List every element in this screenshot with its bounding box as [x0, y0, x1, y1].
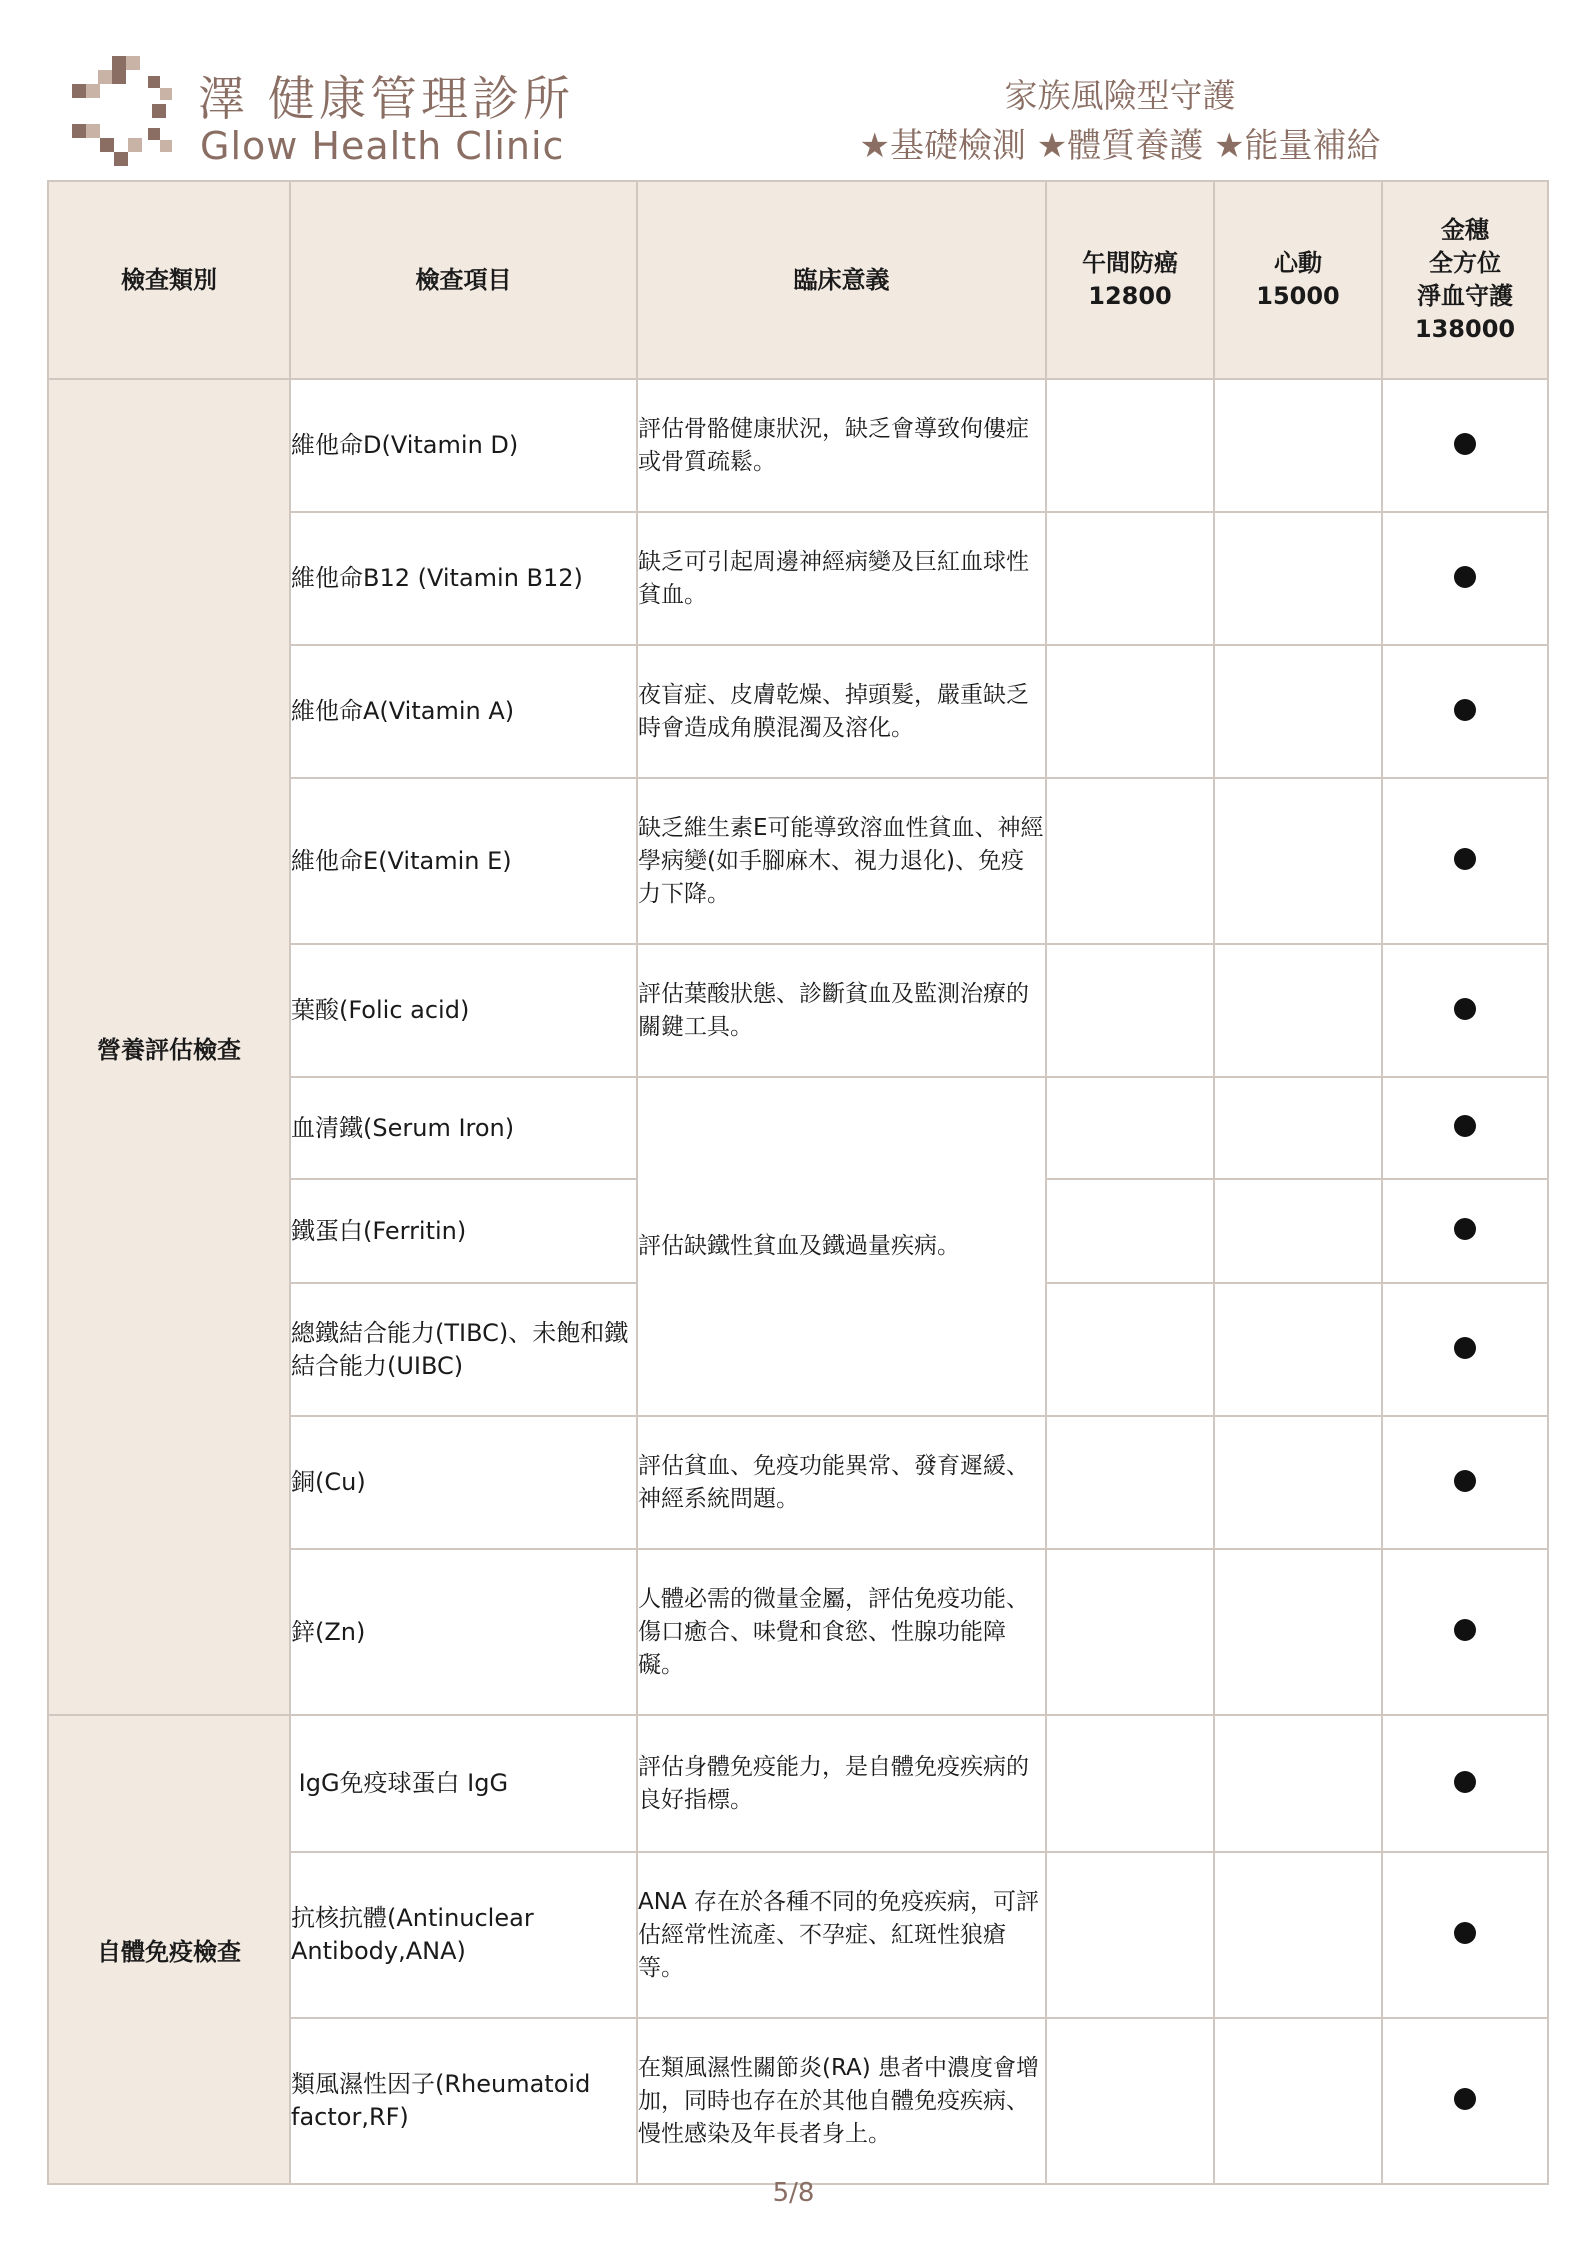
clinical-cell: ANA 存在於各種不同的免疫疾病，可評估經常性流產、不孕症、紅斑性狼瘡等。 — [637, 1852, 1046, 2018]
plan2-cell — [1214, 778, 1382, 944]
plan3-cell — [1382, 1852, 1548, 2018]
plan2-cell — [1214, 2018, 1382, 2184]
item-cell: 鋅(Zn) — [290, 1549, 637, 1715]
item-cell: 鐵蛋白(Ferritin) — [290, 1179, 637, 1283]
included-dot-icon — [1454, 1218, 1476, 1240]
clinical-cell: 評估貧血、免疫功能異常、發育遲緩、神經系統問題。 — [637, 1416, 1046, 1549]
plan1-cell — [1046, 2018, 1214, 2184]
col-plan1-header: 午間防癌 12800 — [1046, 181, 1214, 379]
plan2-cell — [1214, 1077, 1382, 1179]
category-nutrition: 營養評估檢查 — [48, 379, 290, 1715]
table-header-row — [48, 181, 1548, 379]
clinical-cell: 夜盲症、皮膚乾燥、掉頭髮，嚴重缺乏時會造成角膜混濁及溶化。 — [637, 645, 1046, 778]
plan2-cell — [1214, 645, 1382, 778]
plan3-cell — [1382, 1077, 1548, 1179]
plan1-cell — [1046, 512, 1214, 645]
clinical-cell: 缺乏維生素E可能導致溶血性貧血、神經學病變(如手腳麻木、視力退化)、免疫力下降。 — [637, 778, 1046, 944]
plan2-cell — [1214, 944, 1382, 1077]
item-cell: IgG免疫球蛋白 IgG — [290, 1715, 637, 1852]
plan2-cell — [1214, 1852, 1382, 2018]
col-plan3-header: 金穗 全方位 淨血守護 138000 — [1382, 181, 1548, 379]
package-subtitle: 家族風險型守護 — [1004, 76, 1236, 115]
clinical-cell: 評估骨骼健康狀況，缺乏會導致佝僂症或骨質疏鬆。 — [637, 379, 1046, 512]
col-category-header: 檢查類別 — [48, 181, 290, 379]
exam-table — [47, 180, 1549, 2185]
plan2-cell — [1214, 512, 1382, 645]
plan2-cell — [1214, 1549, 1382, 1715]
item-cell: 抗核抗體(Antinuclear Antibody,ANA) — [290, 1852, 637, 2018]
clinical-cell: 評估缺鐵性貧血及鐵過量疾病。 — [637, 1077, 1046, 1416]
clinical-cell: 評估身體免疫能力，是自體免疫疾病的良好指標。 — [637, 1715, 1046, 1852]
clinic-name-en: Glow Health Clinic — [200, 124, 565, 168]
item-cell: 血清鐵(Serum Iron) — [290, 1077, 637, 1179]
plan1-cell — [1046, 1179, 1214, 1283]
plan3-cell — [1382, 1283, 1548, 1416]
clinic-logo-icon — [72, 56, 182, 176]
item-cell: 類風濕性因子(Rheumatoid factor,RF) — [290, 2018, 637, 2184]
item-cell: 維他命B12 (Vitamin B12) — [290, 512, 637, 645]
package-tagline: ★基礎檢測 ★體質養護 ★能量補給 — [859, 126, 1381, 166]
table-row — [48, 379, 1548, 512]
plan3-cell — [1382, 645, 1548, 778]
page-header — [0, 0, 1587, 180]
item-cell: 維他命D(Vitamin D) — [290, 379, 637, 512]
included-dot-icon — [1454, 1115, 1476, 1137]
plan2-cell — [1214, 379, 1382, 512]
included-dot-icon — [1454, 848, 1476, 870]
plan3-cell — [1382, 1549, 1548, 1715]
included-dot-icon — [1454, 1619, 1476, 1641]
plan1-cell — [1046, 1852, 1214, 2018]
page-number: 5/8 — [772, 2178, 815, 2208]
plan1-cell — [1046, 379, 1214, 512]
plan2-cell — [1214, 1179, 1382, 1283]
plan3-cell — [1382, 379, 1548, 512]
included-dot-icon — [1454, 1922, 1476, 1944]
included-dot-icon — [1454, 699, 1476, 721]
clinical-cell: 在類風濕性關節炎(RA) 患者中濃度會增加，同時也存在於其他自體免疫疾病、慢性感染及年長者身上。 — [637, 2018, 1046, 2184]
item-cell: 總鐵結合能力(TIBC)、未飽和鐵結合能力(UIBC) — [290, 1283, 637, 1416]
clinical-cell: 缺乏可引起周邊神經病變及巨紅血球性貧血。 — [637, 512, 1046, 645]
item-cell: 銅(Cu) — [290, 1416, 637, 1549]
plan2-cell — [1214, 1416, 1382, 1549]
plan2-cell — [1214, 1283, 1382, 1416]
col-item-header: 檢查項目 — [290, 181, 637, 379]
plan1-cell — [1046, 1549, 1214, 1715]
plan1-cell — [1046, 944, 1214, 1077]
col-plan2-header: 心動 15000 — [1214, 181, 1382, 379]
plan1-cell — [1046, 645, 1214, 778]
category-autoimmune: 自體免疫檢查 — [48, 1715, 290, 2184]
plan3-cell — [1382, 778, 1548, 944]
plan3-cell — [1382, 512, 1548, 645]
included-dot-icon — [1454, 998, 1476, 1020]
plan1-cell — [1046, 1283, 1214, 1416]
plan3-cell — [1382, 1416, 1548, 1549]
included-dot-icon — [1454, 1771, 1476, 1793]
included-dot-icon — [1454, 1337, 1476, 1359]
included-dot-icon — [1454, 566, 1476, 588]
plan1-cell — [1046, 1715, 1214, 1852]
plan3-cell — [1382, 1715, 1548, 1852]
item-cell: 維他命E(Vitamin E) — [290, 778, 637, 944]
clinical-cell: 評估葉酸狀態、診斷貧血及監測治療的關鍵工具。 — [637, 944, 1046, 1077]
item-cell: 維他命A(Vitamin A) — [290, 645, 637, 778]
clinical-cell: 人體必需的微量金屬，評估免疫功能、傷口癒合、味覺和食慾、性腺功能障礙。 — [637, 1549, 1046, 1715]
plan1-cell — [1046, 1077, 1214, 1179]
plan3-cell — [1382, 1179, 1548, 1283]
item-cell: 葉酸(Folic acid) — [290, 944, 637, 1077]
plan1-cell — [1046, 1416, 1214, 1549]
clinic-name-cn: 澤 健康管理診所 — [198, 72, 574, 127]
included-dot-icon — [1454, 2088, 1476, 2110]
plan1-cell — [1046, 778, 1214, 944]
plan2-cell — [1214, 1715, 1382, 1852]
plan3-cell — [1382, 2018, 1548, 2184]
included-dot-icon — [1454, 1470, 1476, 1492]
plan3-cell — [1382, 944, 1548, 1077]
included-dot-icon — [1454, 433, 1476, 455]
table-row — [48, 1715, 1548, 1852]
col-clinical-header: 臨床意義 — [637, 181, 1046, 379]
